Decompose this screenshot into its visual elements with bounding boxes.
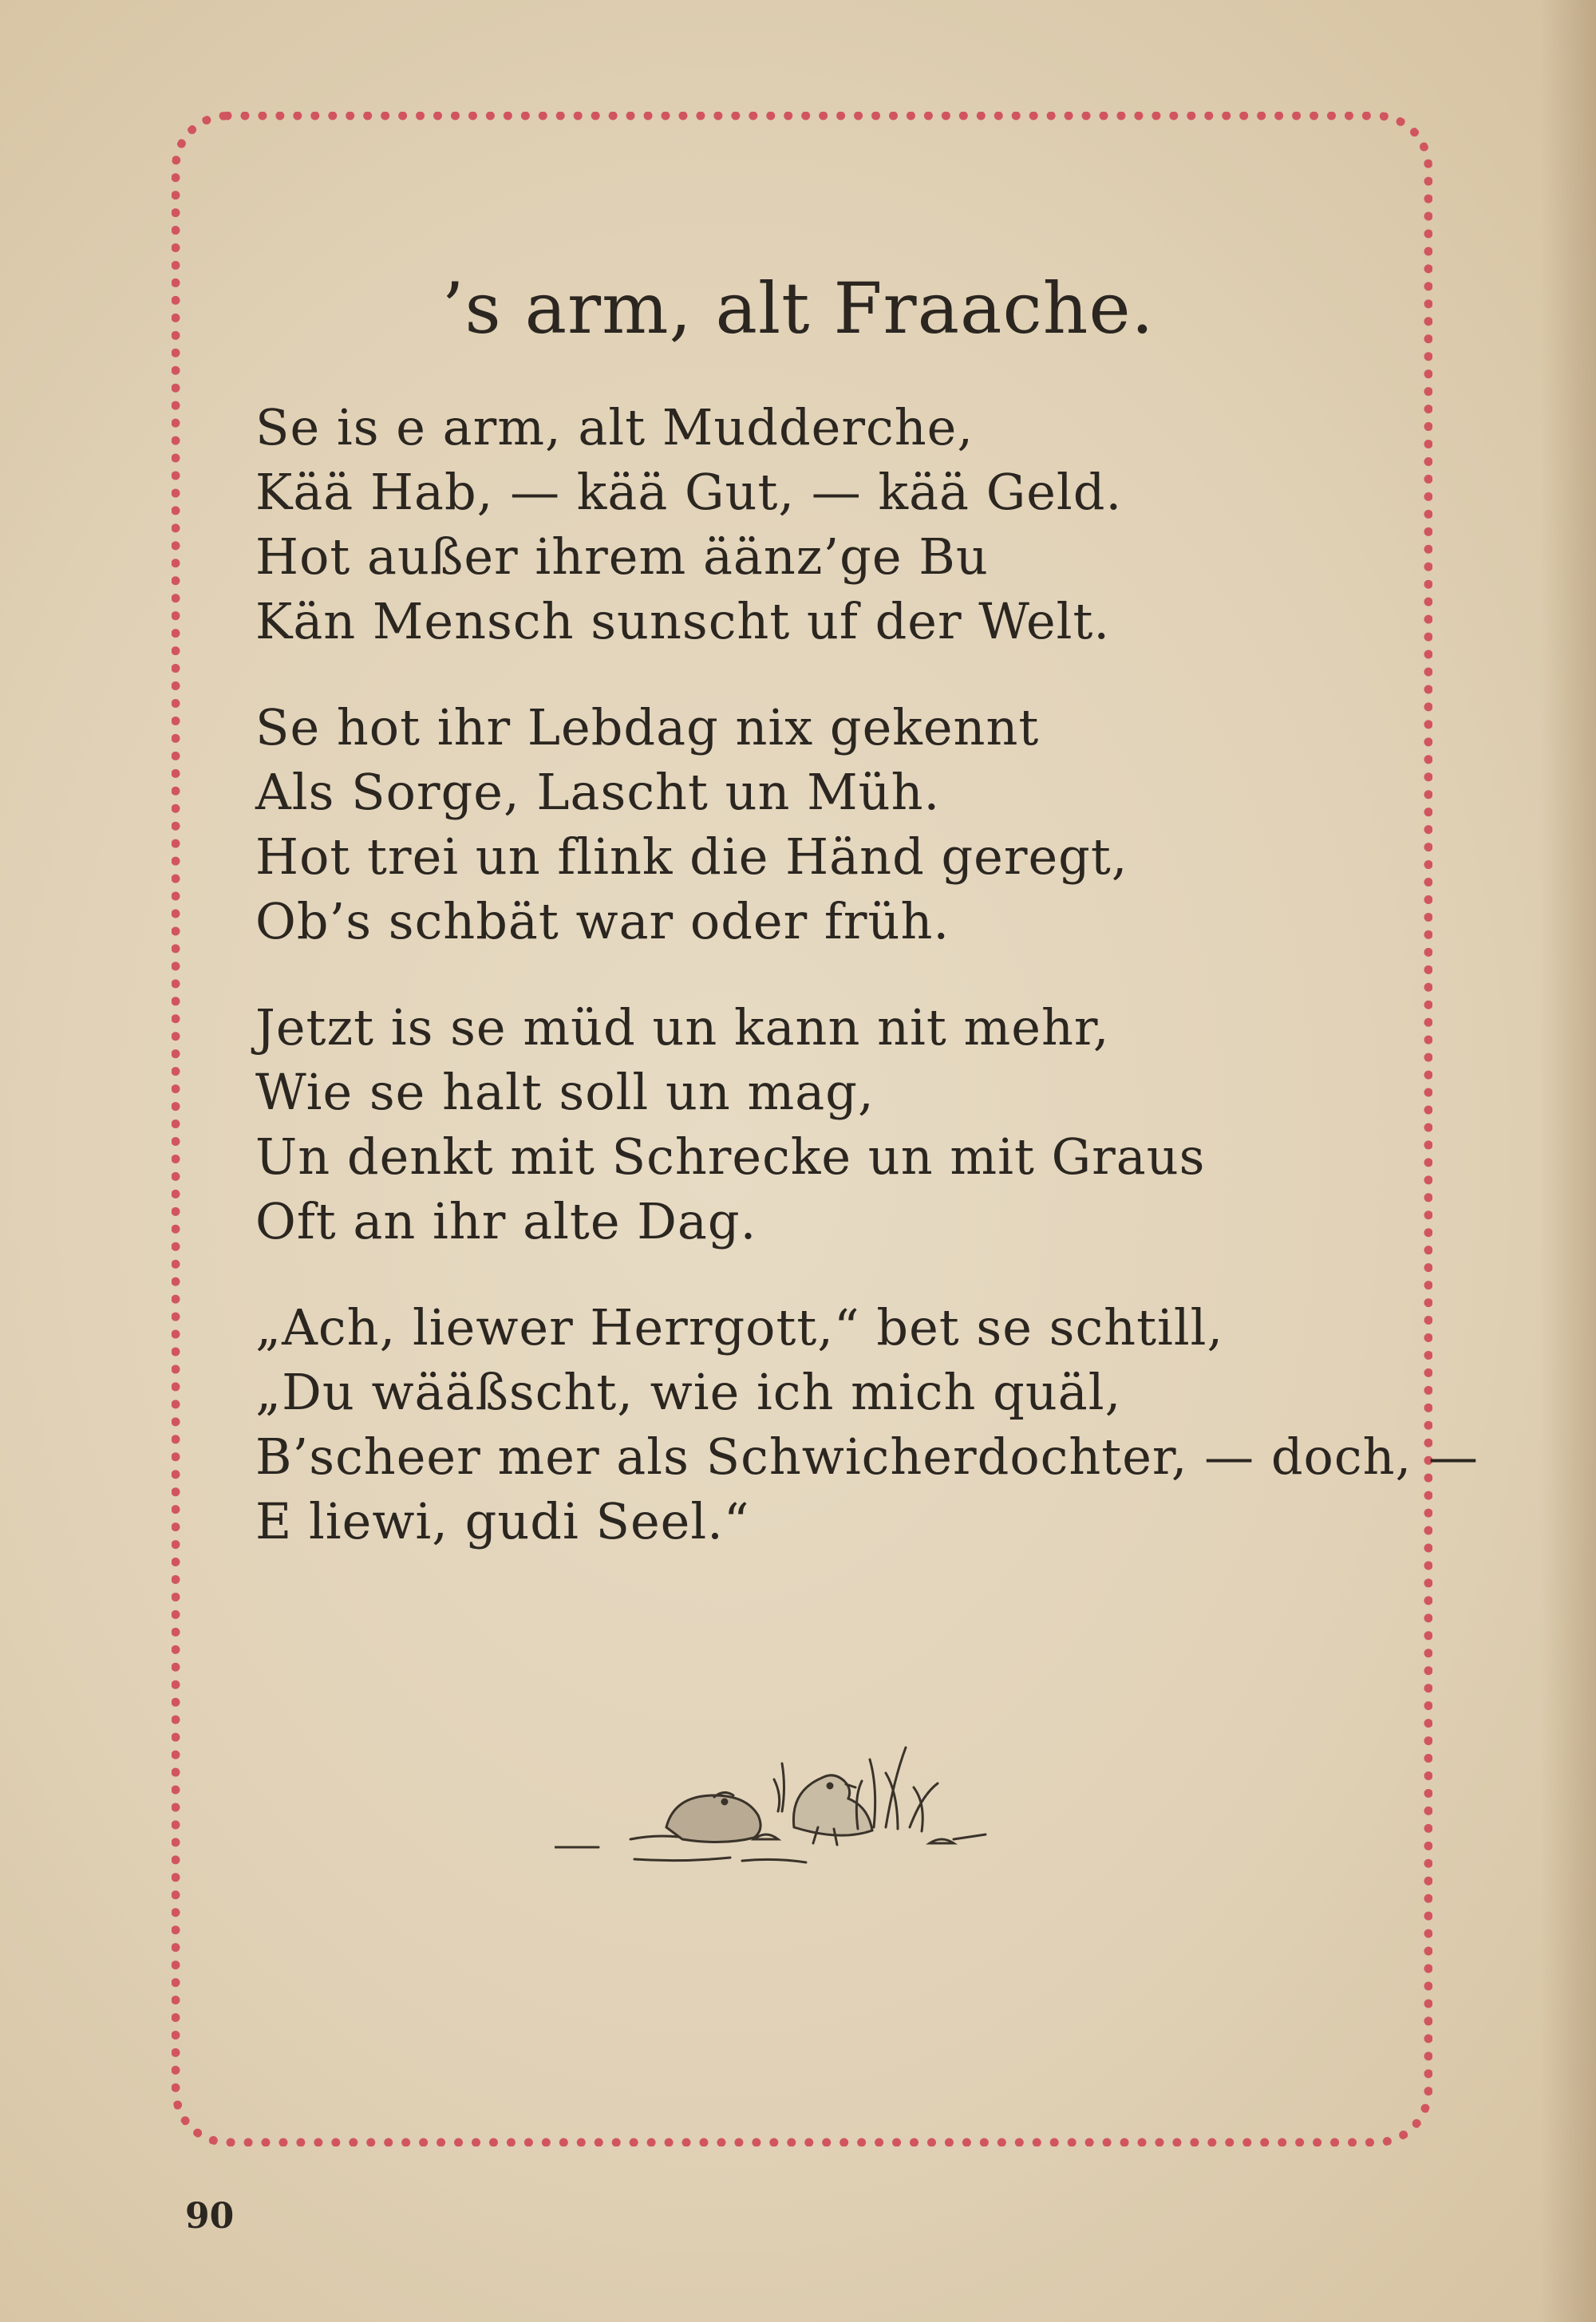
poem-line: E liewi, gudi Seel.“ [255,1492,750,1550]
poem-body [255,395,1479,1595]
poem-title: ’s arm, alt Fraache. [441,267,1155,349]
poem-line: Als Sorge, Lascht un Müh. [255,763,941,821]
poem-line: Ob’s schbät war oder früh. [255,892,950,950]
poem-line: „Du wääßscht, wie ich mich quäl, [255,1363,1122,1421]
poem-line: Hot trei un flink die Händ geregt, [255,827,1128,886]
poem-line: Se hot ihr Lebdag nix gekennt [255,698,1040,756]
poem-line: Kää Hab, — kää Gut, — kää Geld. [255,463,1123,521]
page-number: 90 [185,2196,235,2237]
poem-line: „Ach, liewer Herrgott,“ bet se schtill, [255,1298,1224,1356]
birds-in-grass-icon [555,1708,1001,1883]
poem-line: Un denkt mit Schrecke un mit Graus [255,1127,1206,1186]
poem-line: Wie se halt soll un mag, [255,1063,875,1121]
poem-line: B’scheer mer als Schwicherdochter, — doch, — [255,1428,1479,1486]
stanza-3 [255,995,1412,1254]
stanza-2 [255,695,1412,954]
poem-line: Hot außer ihrem äänz’ge Bu [255,527,989,586]
poem-line: Kän Mensch sunscht uf der Welt. [255,592,1111,650]
poem-line: Jetzt is se müd un kann nit mehr, [255,998,1110,1056]
poem-line: Se is e arm, alt Mudderche, [255,398,974,456]
stanza-4 [255,1295,1479,1554]
poem-line: Oft an ihr alte Dag. [255,1192,757,1250]
stanza-1 [255,395,1412,654]
